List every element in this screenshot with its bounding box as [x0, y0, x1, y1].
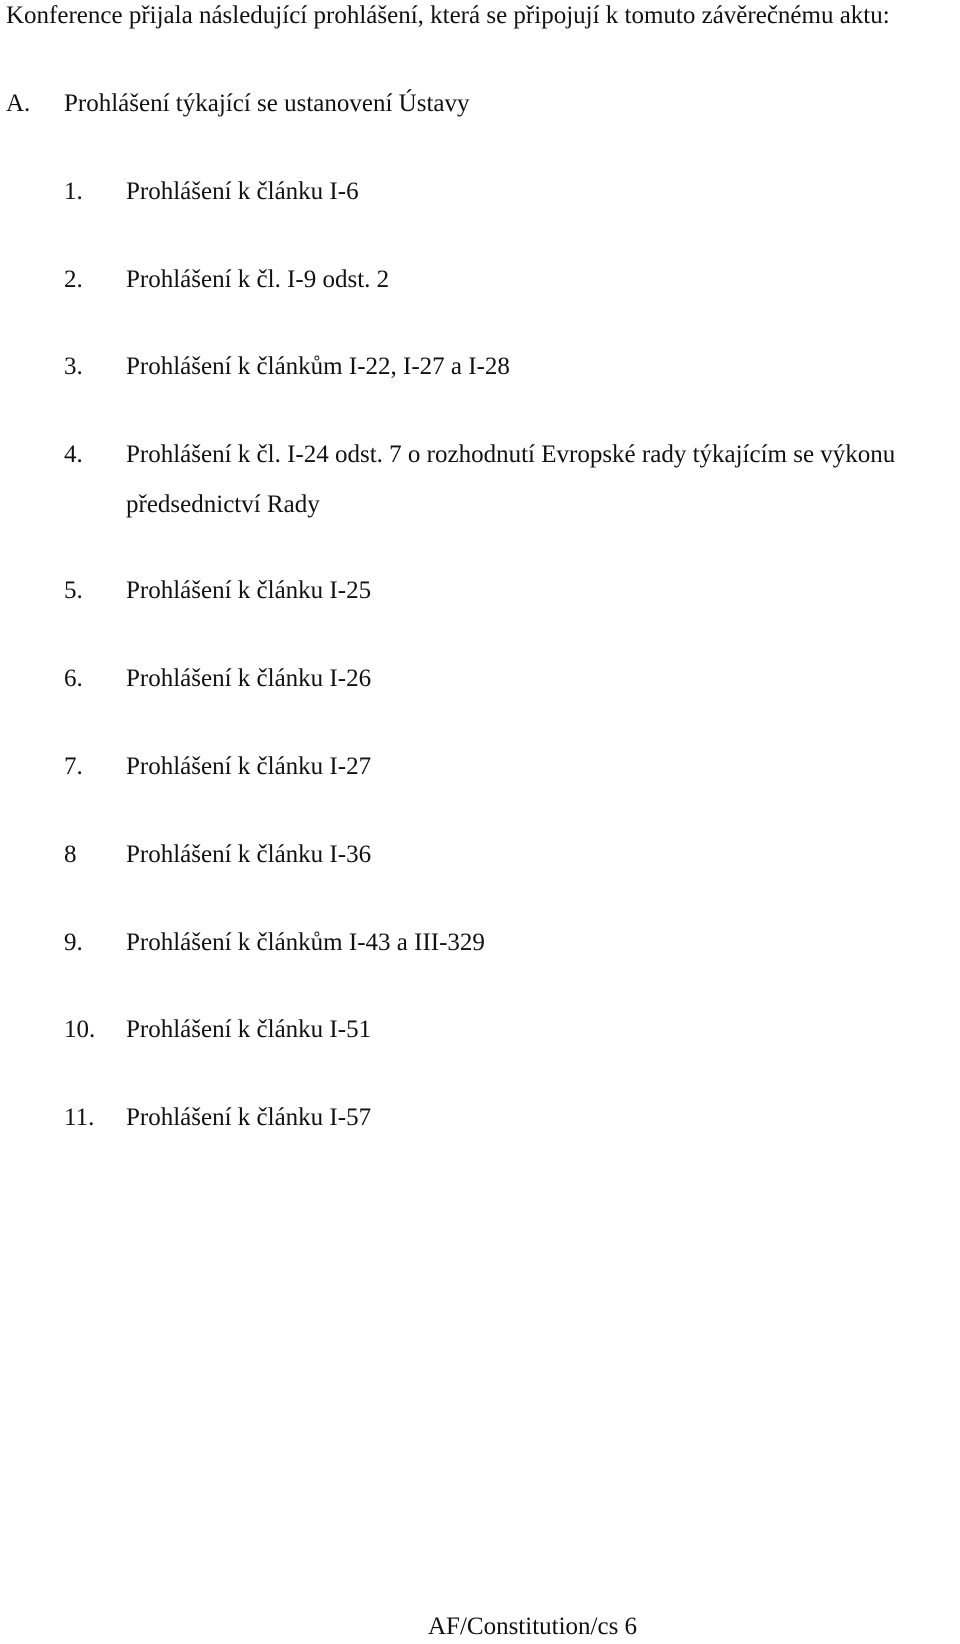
- item-text: Prohlášení k článku I-36: [126, 841, 372, 868]
- section-letter: A.: [6, 90, 31, 117]
- item-text: Prohlášení k článku I-57: [126, 1104, 372, 1131]
- item-text: Prohlášení k článku I-27: [126, 753, 372, 780]
- item-number: 1.: [64, 178, 83, 205]
- item-number: 2.: [64, 266, 83, 293]
- section-heading: [6, 88, 469, 120]
- list-item: [64, 439, 944, 530]
- item-text: Prohlášení k článku I-51: [126, 1016, 372, 1043]
- item-text: Prohlášení k čl. I-9 odst. 2: [126, 266, 390, 293]
- item-text: Prohlášení k článkům I-22, I-27 a I-28: [126, 353, 510, 380]
- item-number: 11.: [64, 1104, 95, 1131]
- item-number: 6.: [64, 665, 83, 692]
- list-item: [64, 575, 944, 607]
- list-item: [64, 751, 944, 783]
- item-text: Prohlášení k článku I-26: [126, 665, 372, 692]
- list-item: [64, 264, 944, 296]
- item-number: 9.: [64, 929, 83, 956]
- item-text: Prohlášení k čl. I-24 odst. 7 o rozhodnutí Evropské rady týkajícím se výkonu předsednictví Rady: [126, 441, 896, 518]
- list-item: [64, 839, 944, 871]
- list-item: [64, 1102, 944, 1134]
- item-number: 5.: [64, 577, 83, 604]
- item-number: 7.: [64, 753, 83, 780]
- item-number: 8: [64, 841, 77, 868]
- page-footer-reference: AF/Constitution/cs 6: [428, 1613, 638, 1640]
- list-item: [64, 1014, 944, 1046]
- list-item: [64, 663, 944, 695]
- section-title: Prohlášení týkající se ustanovení Ústavy: [64, 90, 470, 117]
- item-number: 4.: [64, 441, 83, 468]
- item-number: 3.: [64, 353, 83, 380]
- item-text: Prohlášení k článku I-25: [126, 577, 372, 604]
- list-item: [64, 176, 944, 208]
- intro-paragraph: Konference přijala následující prohlášení, která se připojují k tomuto závěrečnému aktu:: [6, 2, 890, 29]
- item-text: Prohlášení k článku I-6: [126, 178, 359, 205]
- item-number: 10.: [64, 1016, 96, 1043]
- item-text: Prohlášení k článkům I-43 a III-329: [126, 929, 485, 956]
- list-item: [64, 351, 944, 383]
- list-item: [64, 927, 944, 959]
